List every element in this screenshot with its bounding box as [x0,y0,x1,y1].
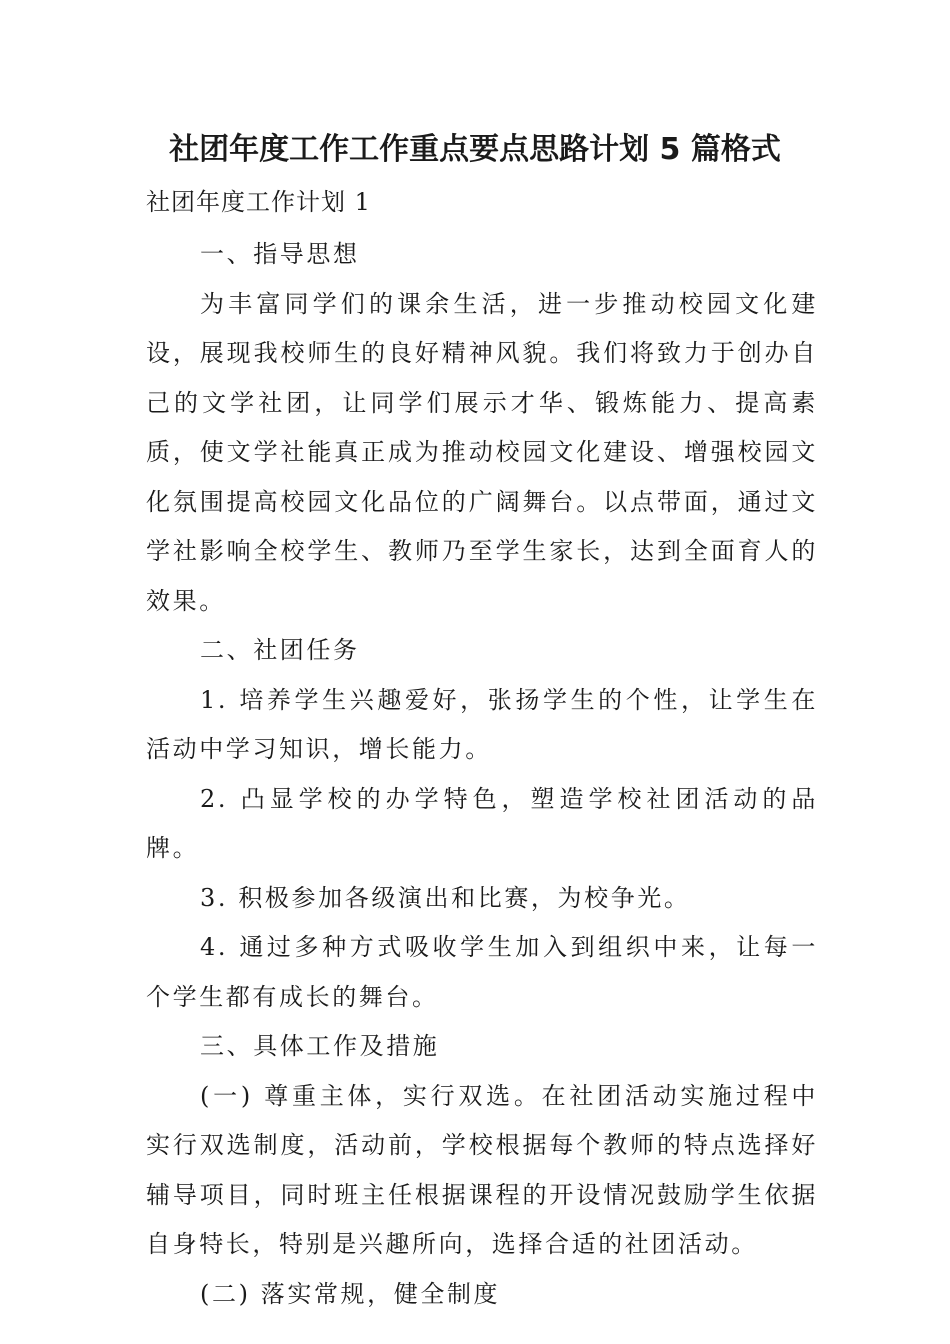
section-heading-club-tasks: 二、社团任务 [200,636,360,664]
document-title: 社团年度工作工作重点要点思路计划 5 篇格式 [169,132,781,167]
task-item-4: 4. 通过多种方式吸收学生加入到组织中来，让每一个学生都有成长的舞台。 [146,933,818,1011]
section-heading-measures: 三、具体工作及措施 [200,1032,440,1060]
document-subtitle: 社团年度工作计划 1 [146,188,371,216]
task-item-2: 2. 凸显学校的办学特色，塑造学校社团活动的品牌。 [146,784,818,862]
measure-item-2: (二) 落实常规，健全制度 [200,1279,501,1308]
document-body [146,230,818,1319]
measure-item-1: (一) 尊重主体，实行双选。在社团活动实施过程中实行双选制度，活动前，学校根据每个教师的特点选择好辅导项目，同时班主任根据课程的开设情况鼓励学生依据自身特长，特别是兴趣所向，选择合适的社团活动。 [146,1081,818,1258]
task-item-3: 3. 积极参加各级演出和比赛，为校争光。 [200,883,691,912]
paragraph-guiding-ideology: 为丰富同学们的课余生活，进一步推动校园文化建设，展现我校师生的良好精神风貌。我们将致力于创办自己的文学社团，让同学们展示才华、锻炼能力、提高素质，使文学社能真正成为推动校园文化建设、增强校园文化氛围提高校园文化品位的广阔舞台。以点带面，通过文学社影响全校学生、教师乃至学生家长，达到全面育人的效果。 [146,289,818,615]
section-heading-guiding-ideology: 一、指导思想 [200,240,360,268]
task-item-1: 1. 培养学生兴趣爱好，张扬学生的个性，让学生在活动中学习知识，增长能力。 [146,685,818,763]
